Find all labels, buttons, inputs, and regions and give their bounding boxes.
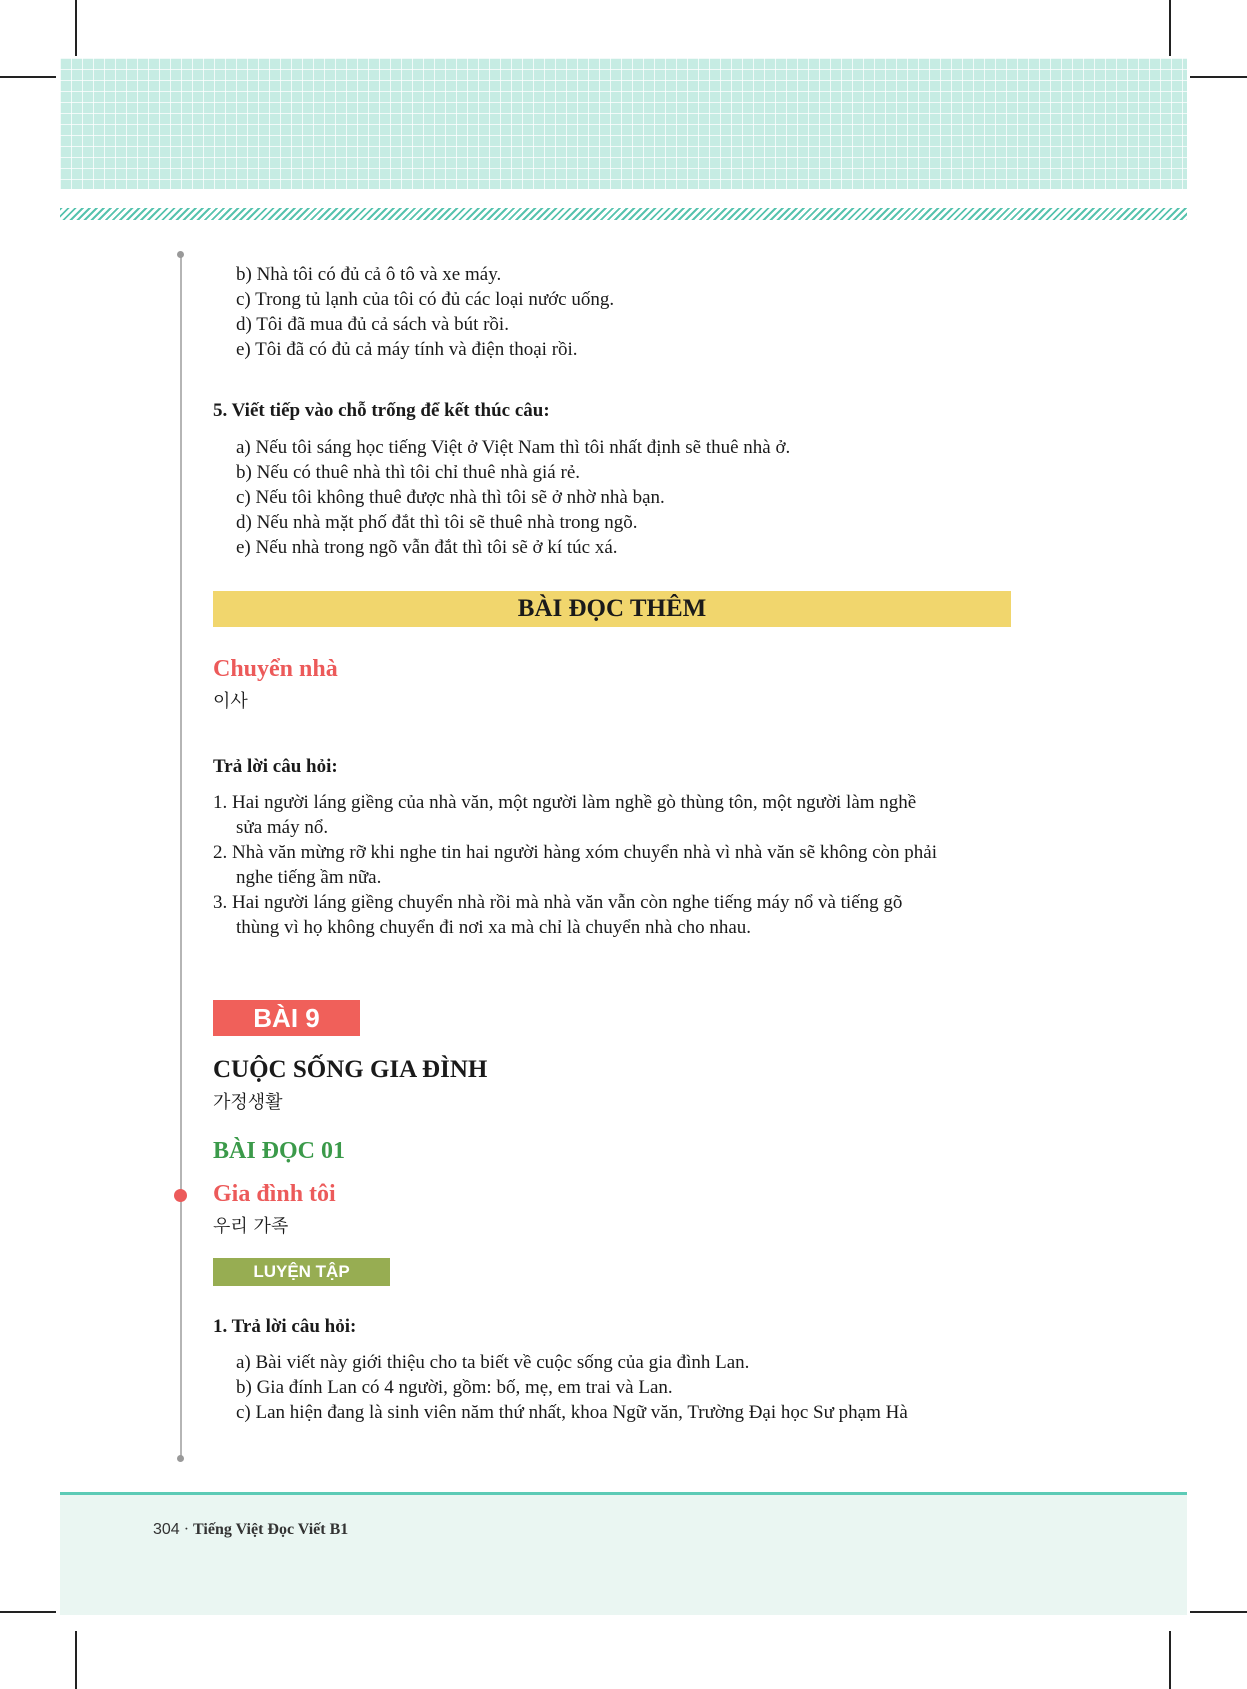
answer-line: 3. Hai người láng giềng chuyển nhà rồi mà nhà văn vẫn còn nghe tiếng máy nổ và tiếng gõ bbox=[213, 892, 903, 913]
margin-dot-bottom bbox=[177, 1455, 184, 1462]
list-item: e) Nếu nhà trong ngõ vẫn đắt thì tôi sẽ ở kí túc xá. bbox=[236, 537, 618, 558]
footer-text bbox=[153, 1521, 348, 1539]
exercise-5-heading: 5. Viết tiếp vào chỗ trống để kết thúc câu: bbox=[213, 400, 550, 421]
page-number: 304 bbox=[153, 1521, 180, 1538]
answer-line: 2. Nhà văn mừng rỡ khi nghe tin hai người hàng xóm chuyển nhà vì nhà văn sẽ không còn phải bbox=[213, 842, 938, 863]
extra-reading-banner: BÀI ĐỌC THÊM bbox=[213, 591, 1011, 627]
answer-line-cont: thùng vì họ không chuyển đi nơi xa mà chỉ là chuyển nhà cho nhau. bbox=[236, 917, 752, 938]
answer-line-cont: sửa máy nổ. bbox=[236, 817, 329, 838]
list-item: b) Nếu có thuê nhà thì tôi chỉ thuê nhà giá rẻ. bbox=[236, 462, 581, 483]
crop-mark bbox=[75, 0, 77, 56]
practice-badge: LUYỆN TẬP bbox=[213, 1258, 390, 1286]
margin-dot-marker bbox=[174, 1189, 187, 1202]
crop-mark bbox=[1169, 0, 1171, 56]
lesson-title-ko: 가정생활 bbox=[213, 1092, 283, 1113]
header-grid-decoration bbox=[60, 58, 1187, 189]
q1-heading: 1. Trả lời câu hỏi: bbox=[213, 1316, 357, 1337]
crop-mark bbox=[1169, 1631, 1171, 1689]
list-item: c) Nếu tôi không thuê được nhà thì tôi sẽ ở nhờ nhà bạn. bbox=[236, 487, 665, 508]
list-item: b) Gia đính Lan có 4 người, gồm: bố, mẹ, em trai và Lan. bbox=[236, 1377, 673, 1398]
crop-mark bbox=[1190, 1611, 1247, 1613]
margin-dot-top bbox=[177, 251, 184, 258]
crop-mark bbox=[75, 1631, 77, 1689]
list-item: d) Tôi đã mua đủ cả sách và bút rồi. bbox=[236, 314, 509, 335]
reading-title: Gia đình tôi bbox=[213, 1181, 336, 1207]
book-title: Tiếng Việt Đọc Viết B1 bbox=[193, 1521, 349, 1538]
reading-title-ko: 우리 가족 bbox=[213, 1216, 289, 1237]
extra-reading-title: Chuyển nhà bbox=[213, 656, 338, 682]
list-item: d) Nếu nhà mặt phố đắt thì tôi sẽ thuê nhà trong ngõ. bbox=[236, 512, 638, 533]
extra-reading-title-ko: 이사 bbox=[213, 691, 248, 712]
crop-mark bbox=[0, 76, 56, 78]
footer-separator: · bbox=[183, 1521, 190, 1538]
lesson-badge: BÀI 9 bbox=[213, 1000, 360, 1036]
answer-line-cont: nghe tiếng ầm nữa. bbox=[236, 867, 382, 888]
list-item: c) Lan hiện đang là sinh viên năm thứ nhất, khoa Ngữ văn, Trường Đại học Sư phạm Hà bbox=[236, 1402, 908, 1423]
page-footer bbox=[60, 1492, 1187, 1615]
answer-line: 1. Hai người láng giềng của nhà văn, một người làm nghề gò thùng tôn, một người làm nghề bbox=[213, 792, 917, 813]
crop-mark bbox=[1190, 76, 1247, 78]
header-stripe-decoration bbox=[60, 208, 1187, 220]
list-item: a) Nếu tôi sáng học tiếng Việt ở Việt Nam thì tôi nhất định sẽ thuê nhà ở. bbox=[236, 437, 791, 458]
questions-heading: Trả lời câu hỏi: bbox=[213, 756, 338, 777]
list-item: a) Bài viết này giới thiệu cho ta biết về cuộc sống của gia đình Lan. bbox=[236, 1352, 750, 1373]
list-item: e) Tôi đã có đủ cả máy tính và điện thoại rồi. bbox=[236, 339, 578, 360]
list-item: c) Trong tủ lạnh của tôi có đủ các loại nước uống. bbox=[236, 289, 615, 310]
lesson-title: CUỘC SỐNG GIA ĐÌNH bbox=[213, 1056, 488, 1083]
margin-line bbox=[180, 254, 182, 1458]
reading-label: BÀI ĐỌC 01 bbox=[213, 1138, 346, 1164]
crop-mark bbox=[0, 1611, 56, 1613]
list-item: b) Nhà tôi có đủ cả ô tô và xe máy. bbox=[236, 264, 502, 285]
